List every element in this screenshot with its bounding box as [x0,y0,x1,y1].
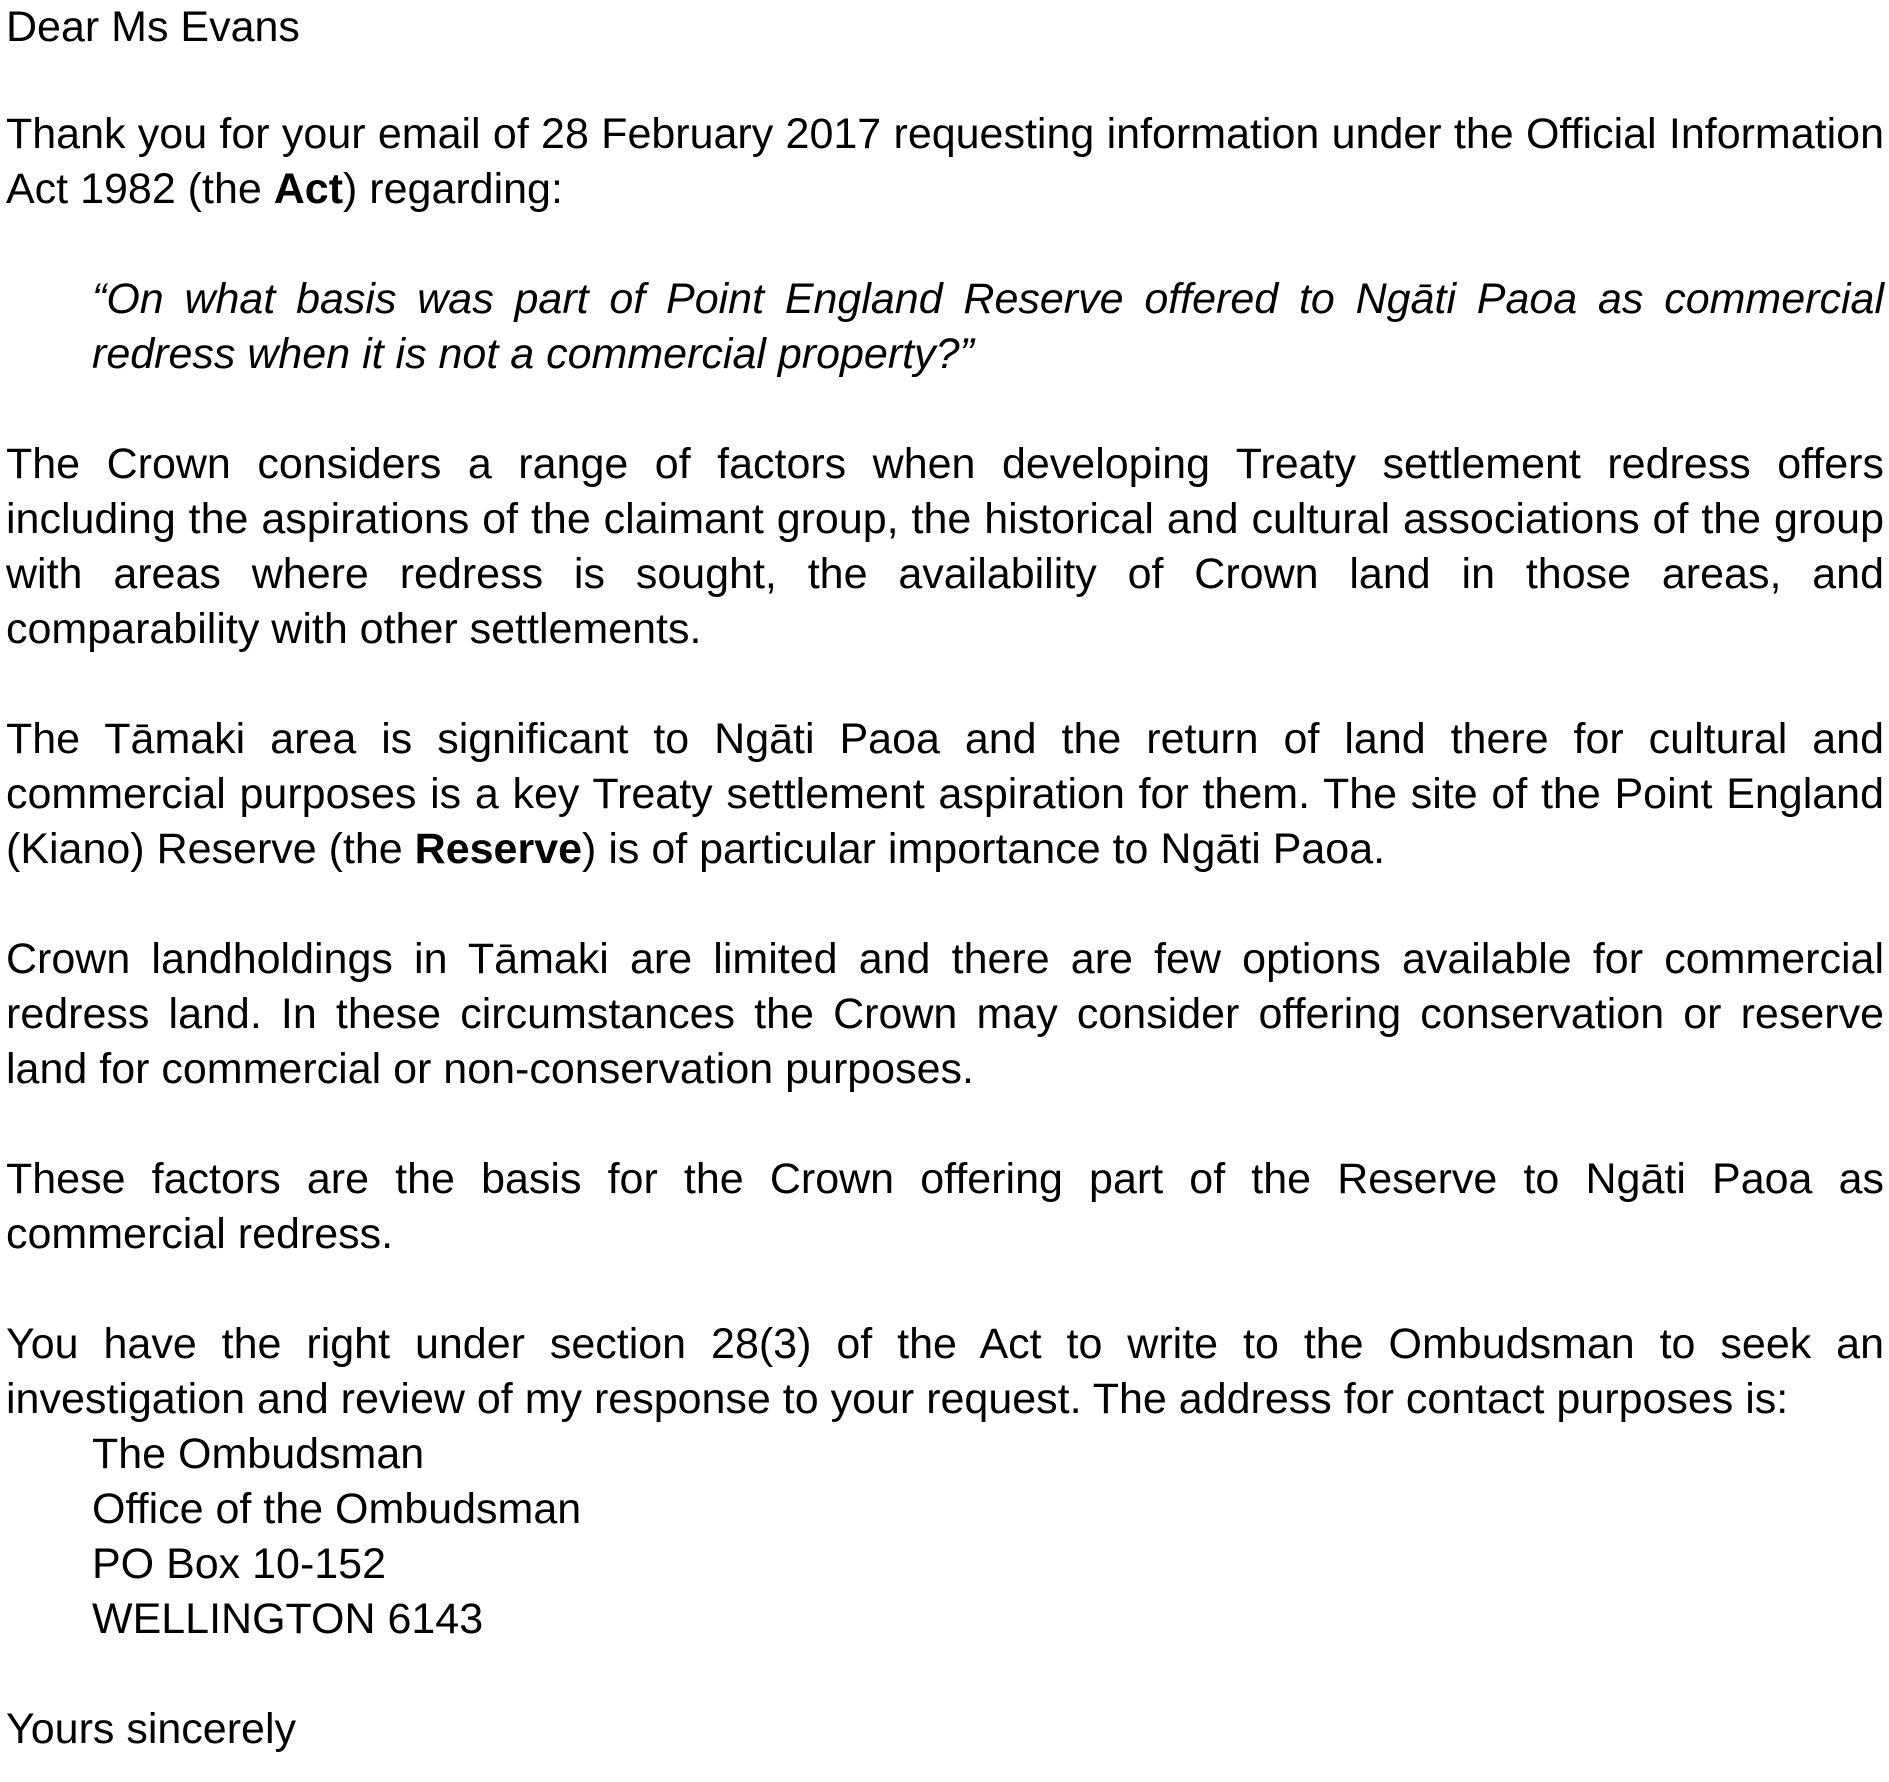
salutation: Dear Ms Evans [6,3,300,51]
request-quote: “On what basis was part of Point England Reserve offered to Ngāti Paoa as commercial redress when it is not a commercial property?” [92,275,1884,378]
rights-paragraph: You have the right under section 28(3) of the Act to write to the Ombudsman to seek an investigation and review of my response to your request. The address for contact purposes is: [6,1320,1884,1423]
intro-act-term: Act [273,165,344,213]
letter-body [6,0,1884,1757]
tamaki-text-start: The Tāmaki area is significant to Ngāti Paoa and the return of land there for cultural and commercial purposes is a key Treaty settlement aspiration for them. The site of the Point England (Kiano) Reserve (the [6,715,1884,873]
address-line: PO Box 10-152 [92,1540,387,1588]
address-line: The Ombudsman [92,1430,425,1478]
closing: Yours sincerely [6,1705,296,1753]
basis-paragraph: These factors are the basis for the Crown offering part of the Reserve to Ngāti Paoa as commercial redress. [6,1155,1884,1258]
intro-text-end: ) regarding: [343,165,563,213]
tamaki-reserve-term: Reserve [414,825,583,873]
intro-text-start: Thank you for your email of 28 February 2017 requesting information under the Official Information Act 1982 (the [6,110,1884,213]
intro-paragraph [6,107,1884,217]
factors-paragraph: The Crown considers a range of factors when developing Treaty settlement redress offers including the aspirations of the claimant group, the historical and cultural associations of the group with areas where redress is sought, the availability of Crown land in those areas, and comparability with other settlements. [6,440,1884,653]
address-line: Office of the Ombudsman [92,1485,582,1533]
landholdings-paragraph: Crown landholdings in Tāmaki are limited and there are few options available for commercial redress land. In these circumstances the Crown may consider offering conservation or reserve land for commercial or non-conservation purposes. [6,935,1884,1093]
tamaki-paragraph [6,712,1884,877]
address-line: WELLINGTON 6143 [92,1595,484,1643]
tamaki-text-end: ) is of particular importance to Ngāti Paoa. [582,825,1386,873]
ombudsman-address [6,1427,1884,1647]
